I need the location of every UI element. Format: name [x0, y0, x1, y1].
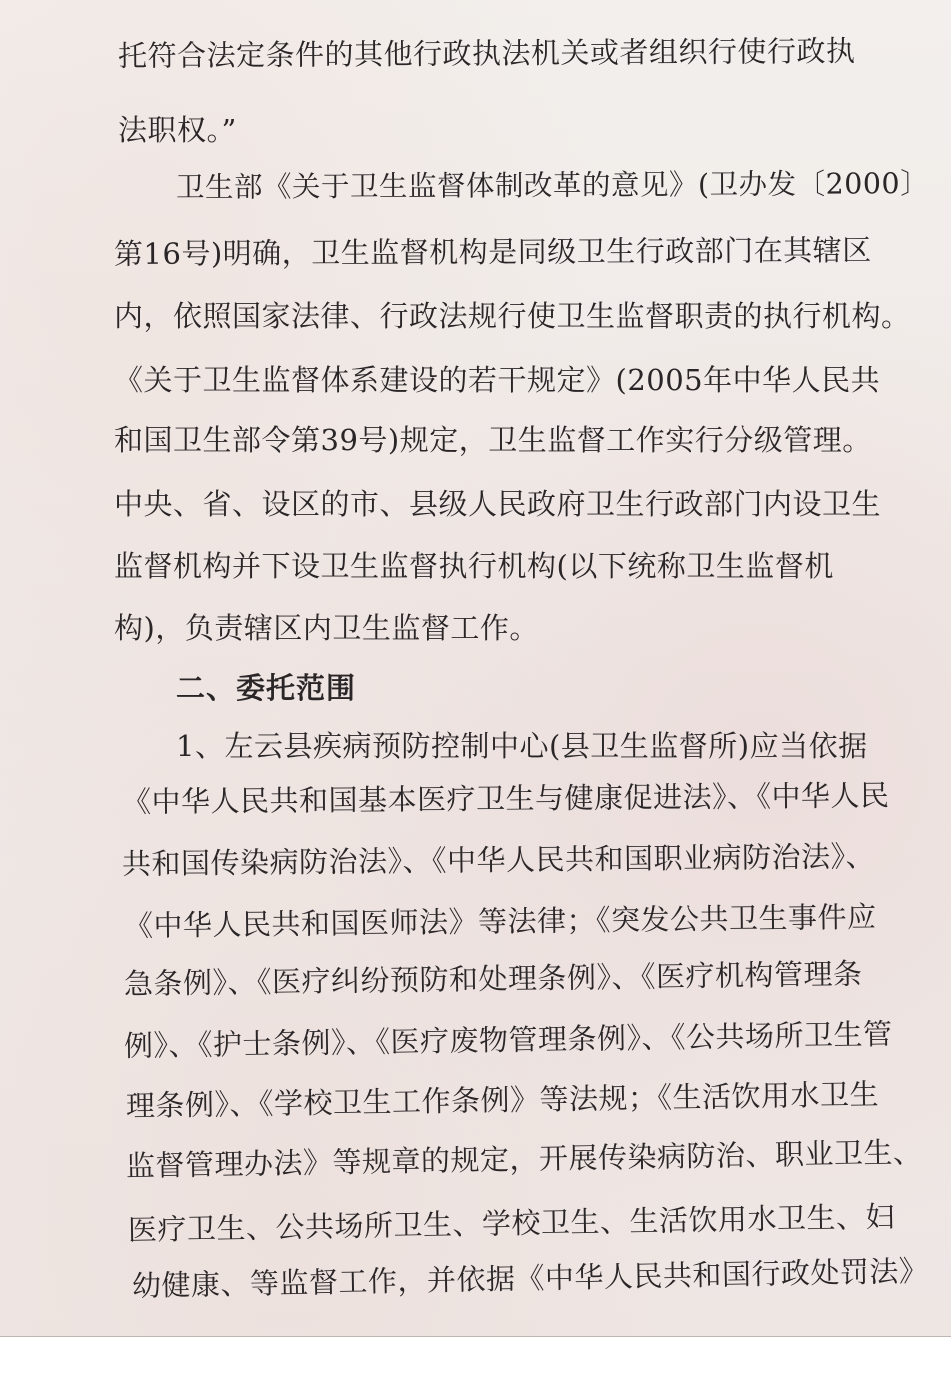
text-line: 《中华人民共和国基本医疗卫生与健康促进法》、《中华人民	[121, 778, 890, 819]
text-line: 1、左云县疾病预防控制中心(县卫生监督所)应当依据	[176, 729, 868, 763]
text-line: 共和国传染病防治法》、《中华人民共和国职业病防治法》、	[121, 839, 876, 881]
text-line: 医疗卫生、公共场所卫生、学校卫生、生活饮用水卫生、妇	[127, 1199, 896, 1247]
text-line: 构)，负责辖区内卫生监督工作。	[114, 611, 539, 645]
text-line: 卫生部《关于卫生监督体制改革的意见》(卫办发〔2000〕	[175, 167, 930, 204]
text-line: 理条例》、《学校卫生工作条例》等法规；《生活饮用水卫生	[125, 1077, 880, 1123]
text-line: 法职权。”	[118, 113, 237, 147]
text-line: 监督机构并下设卫生监督执行机构(以下统称卫生监督机	[114, 549, 834, 583]
text-line: 中央、省、设区的市、县级人民政府卫生行政部门内设卫生	[114, 487, 882, 521]
text-line: 和国卫生部令第39号)规定，卫生监督工作实行分级管理。	[114, 423, 872, 457]
section-heading: 二、委托范围	[176, 671, 357, 705]
text-line: 《关于卫生监督体系建设的若干规定》(2005年中华人民共	[114, 363, 881, 397]
text-line: 监督管理办法》等规章的规定，开展传染病防治、职业卫生、	[125, 1135, 923, 1183]
text-line: 急条例》、《医疗纠纷预防和处理条例》、《医疗机构管理条	[123, 956, 863, 1001]
page-footer-margin	[0, 1337, 951, 1377]
text-line: 托符合法定条件的其他行政执法机关或者组织行使行政执	[117, 33, 856, 73]
text-line: 《中华人民共和国医师法》等法律；《突发公共卫生事件应	[123, 899, 877, 943]
text-line: 第16号)明确，卫生监督机构是同级卫生行政部门在其辖区	[113, 233, 872, 271]
text-line: 内，依照国家法律、行政法规行使卫生监督职责的执行机构。	[114, 299, 911, 333]
text-line: 幼健康、等监督工作，并依据《中华人民共和国行政处罚法》	[131, 1253, 929, 1303]
text-line: 例》、《护士条例》、《医疗废物管理条例》、《公共场所卫生管	[123, 1016, 893, 1063]
